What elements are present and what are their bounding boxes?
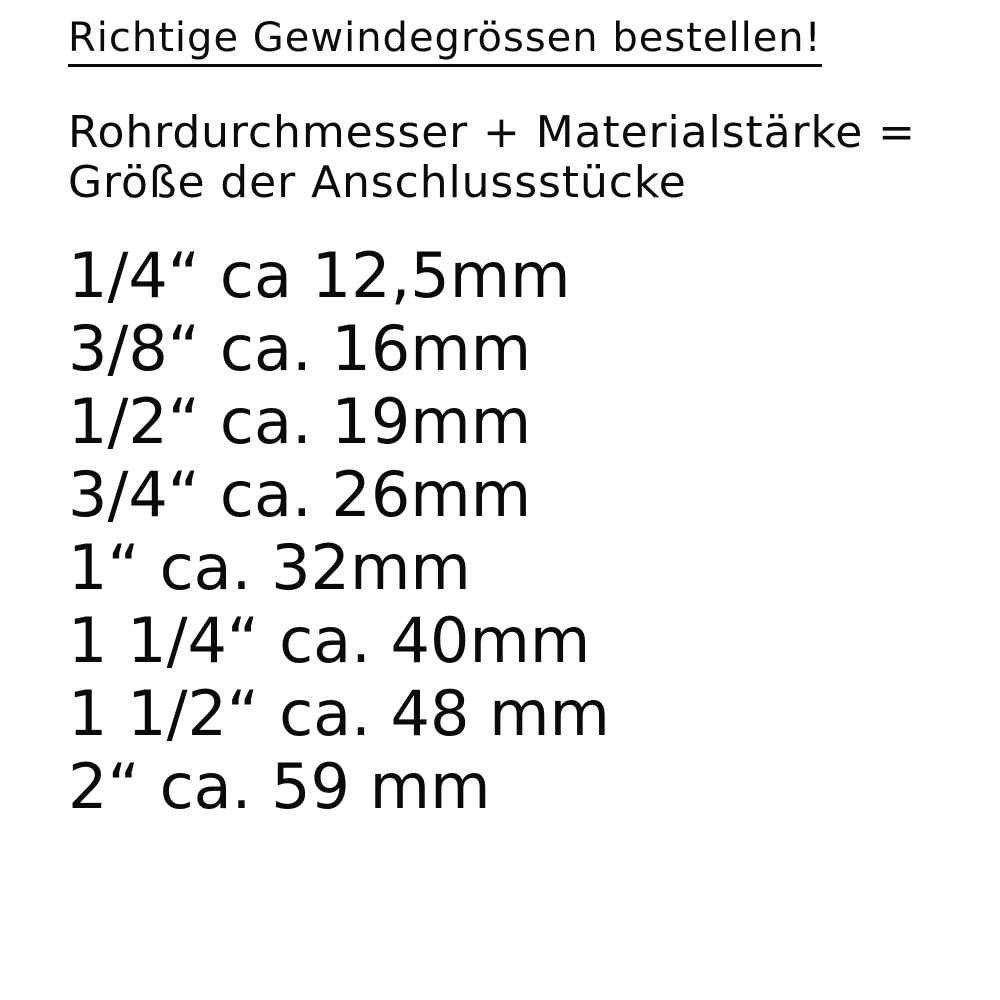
list-item [68,458,980,531]
mm-equivalent-label: ca. 26mm [219,458,532,531]
mm-equivalent-label: ca. 16mm [219,312,532,385]
thread-size-label: 1“ [68,531,140,604]
mm-equivalent-label: ca. 48 mm [279,677,610,750]
mm-equivalent-label: ca. 32mm [159,531,471,604]
list-item [68,239,980,312]
thread-size-label: 1 1/4“ [68,604,260,677]
thread-size-label: 3/8“ [68,312,200,385]
size-list [68,239,980,823]
mm-equivalent-label: ca 12,5mm [219,239,571,312]
list-item [68,531,980,604]
thread-size-label: 2“ [68,750,140,823]
list-item [68,312,980,385]
page-title-text: Richtige Gewindegrössen bestellen! [68,14,822,67]
list-item [68,677,980,750]
mm-equivalent-label: ca. 19mm [219,385,532,458]
mm-equivalent-label: ca. 59 mm [159,750,491,823]
thread-size-label: 1/4“ [68,239,200,312]
thread-size-label: 1 1/2“ [68,677,260,750]
formula-text [68,108,980,208]
thread-size-label: 1/2“ [68,385,200,458]
formula-line-2: Größe der Anschlussstücke [68,157,687,208]
page-title [68,14,980,67]
thread-size-label: 3/4“ [68,458,200,531]
list-item [68,385,980,458]
list-item [68,750,980,823]
list-item [68,604,980,677]
formula-line-1: Rohrdurchmesser + Materialstärke = [68,107,916,158]
mm-equivalent-label: ca. 40mm [279,604,591,677]
